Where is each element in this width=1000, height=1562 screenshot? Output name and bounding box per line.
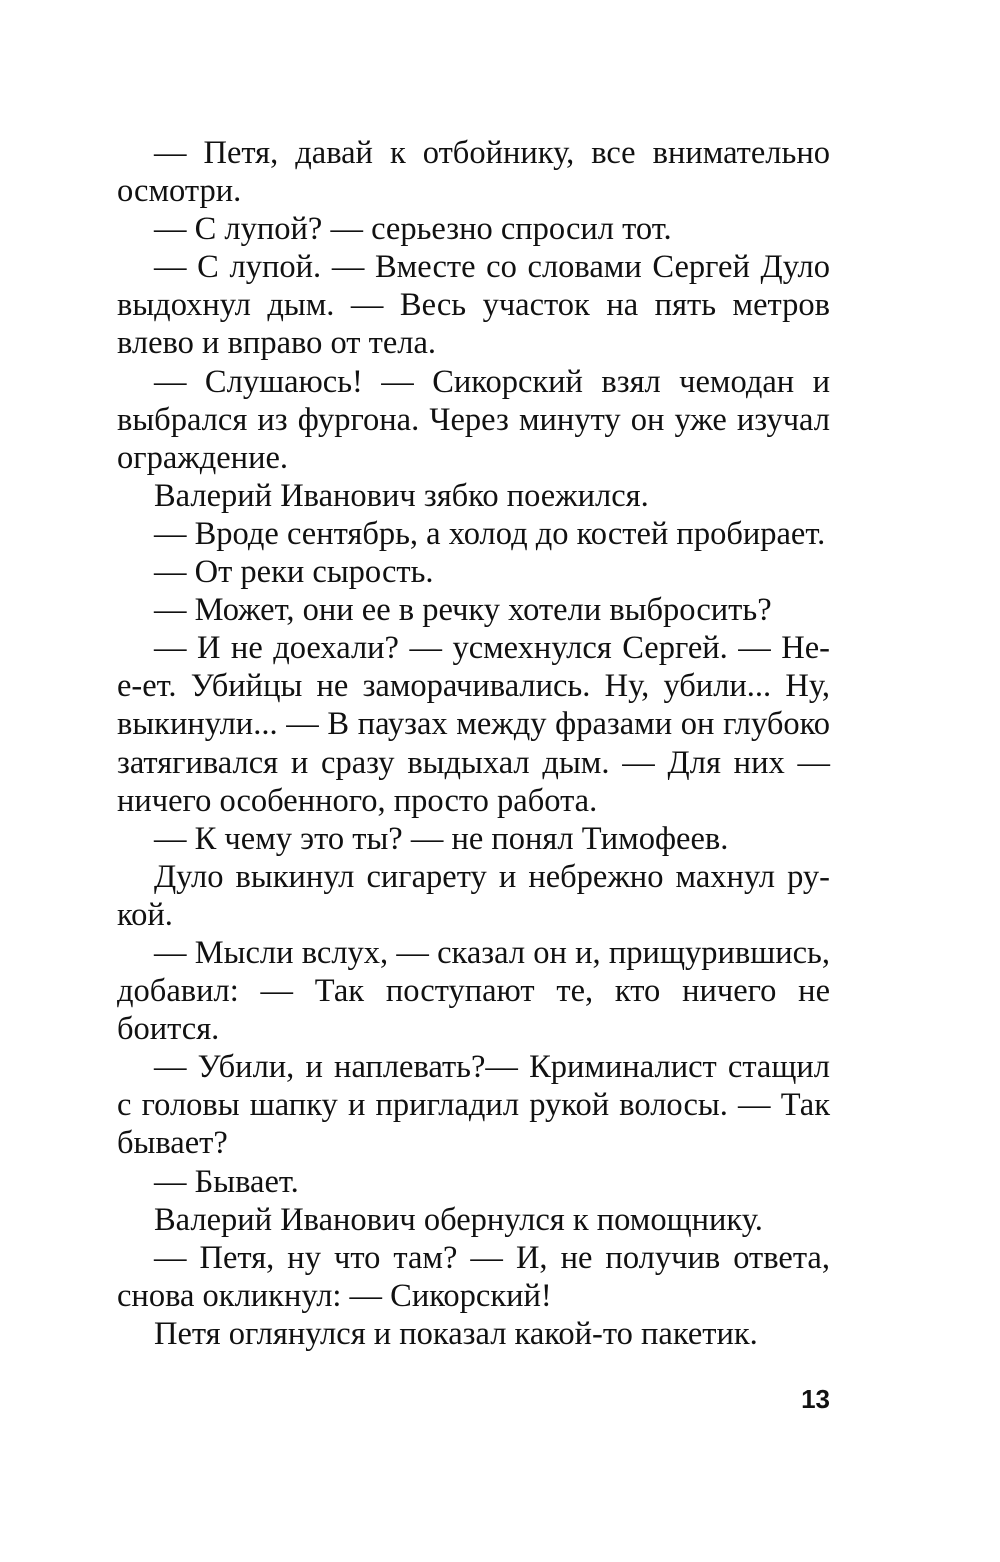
paragraph-13: — Убили, и наплевать?— Криминалист стащил с головы шапку и пригладил рукой волосы. — Так бывает? xyxy=(117,1049,830,1162)
paragraph-9: — И не доехали? — усмехнулся Сергей. — Не-е-ет. Убийцы не заморачивались. Ну, убили... Ну, выкинули... — В паузах между фразами он глубоко затягивался и сразу выдыхал дым. — Для них — ничего особенного, просто работа. xyxy=(117,630,830,819)
paragraph-16: — Петя, ну что там? — И, не получив ответа, снова окликнул: — Сикорский! xyxy=(117,1239,830,1314)
book-page xyxy=(117,134,830,1414)
paragraph-15: Валерий Иванович обернулся к помощнику. xyxy=(154,1201,763,1238)
paragraph-8: — Может, они ее в речку хотели выбросить? xyxy=(154,592,772,629)
paragraph-5: Валерий Иванович зябко поежился. xyxy=(154,477,649,514)
paragraph-12: — Мысли вслух, — сказал он и, прищурившись, добавил: — Так поступают те, кто ничего не боится. xyxy=(117,934,830,1048)
paragraph-11: Дуло выкинул сигарету и небрежно махнул рукой. xyxy=(117,858,830,933)
paragraph-3: — С лупой. — Вместе со словами Сергей Дуло выдохнул дым. — Весь участок на пять метров влево и вправо от тела. xyxy=(117,249,830,362)
paragraph-17: Петя оглянулся и показал какой-то пакетик. xyxy=(154,1315,758,1352)
paragraph-14: — Бывает. xyxy=(154,1163,299,1200)
paragraph-6: — Вроде сентябрь, а холод до костей пробирает. xyxy=(154,515,826,552)
paragraph-4: — Слушаюсь! — Сикорский взял чемодан и выбрался из фургона. Через минуту он уже изучал ограждение. xyxy=(117,363,830,476)
page-number: 13 xyxy=(801,1384,830,1414)
paragraph-1: — Петя, давай к отбойнику, все внимательно осмотри. xyxy=(117,135,830,210)
paragraph-7: — От реки сырость. xyxy=(154,554,434,591)
paragraph-10: — К чему это ты? — не понял Тимофеев. xyxy=(154,820,729,857)
paragraph-2: — С лупой? — серьезно спросил тот. xyxy=(154,211,672,248)
body-text xyxy=(117,134,830,1353)
